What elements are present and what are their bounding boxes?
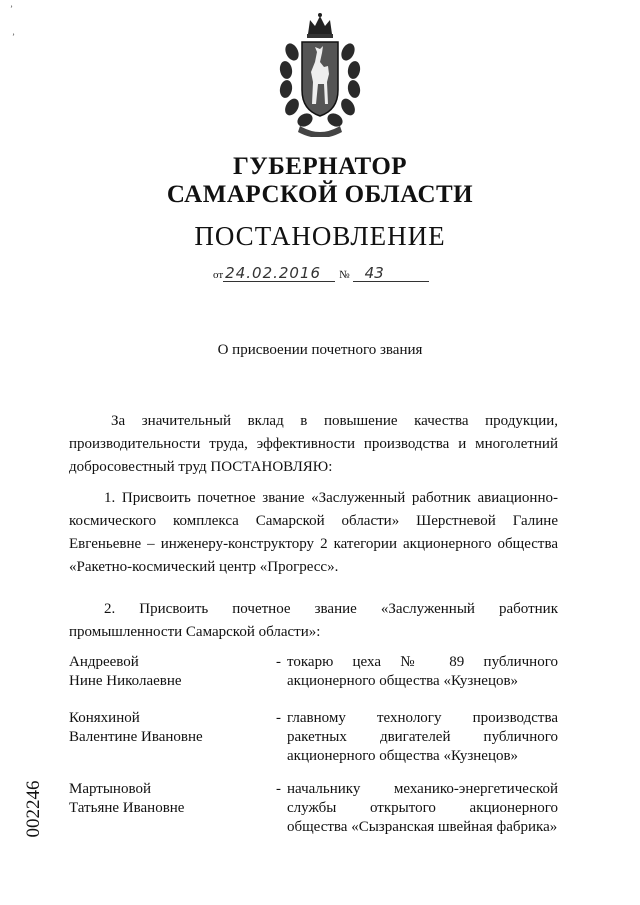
recipient-position: главному технологу производства ракетных двигателей публичного акционерного общества «Кузнецов»: [287, 710, 558, 764]
clause-1: 1. Присвоить почетное звание «Заслуженный работник авиационно-космического комплекса Самарской области» Шерстневой Галине Евгеньевне – инженеру-конструктору 2 категории акционерного общества «Ракетно-космический центр «Прогресс».: [69, 490, 558, 575]
scan-mark: ʼ: [10, 4, 13, 14]
authority-title-line1: ГУБЕРНАТОР: [232, 153, 408, 180]
scan-mark: ʼ: [12, 32, 15, 42]
clause-2: 2. Присвоить почетное звание «Заслуженный работник промышленности Самарской области»:: [69, 601, 558, 640]
recipient-name: Мартыновой Татьяне Ивановне: [69, 781, 185, 816]
recipient-position: токарю цеха № 89 публичного акционерного общества «Кузнецов»: [287, 654, 558, 689]
recipient-position: начальнику механико-энергетической службы открытого акционерного общества «Сызранская швейная фабрика»: [287, 781, 558, 835]
handwritten-date: 24.02.2016: [223, 266, 335, 282]
date-number-line: [213, 266, 429, 282]
recipient-name: Коняхиной Валентине Ивановне: [69, 710, 203, 745]
intro-paragraph: За значительный вклад в повышение качества продукции, производительности труда, эффективности производства и многолетний добросовестный труд ПОСТАНОВЛЯЮ:: [69, 413, 558, 475]
recipient-name: Андреевой Нине Николаевне: [69, 654, 182, 689]
separator-dash: -: [276, 781, 281, 797]
number-prefix: №: [339, 269, 350, 281]
handwritten-number: 43: [353, 266, 429, 282]
separator-dash: -: [276, 710, 281, 726]
authority-title-line2: САМАРСКОЙ ОБЛАСТИ: [166, 181, 474, 208]
date-prefix: от: [213, 269, 224, 281]
margin-stamp-number: 002246: [23, 780, 44, 838]
document-subject: О присвоении почетного звания: [217, 342, 423, 358]
separator-dash: -: [276, 654, 281, 670]
document-type: ПОСТАНОВЛЕНИЕ: [194, 221, 446, 251]
coat-of-arms-emblem: [270, 12, 370, 137]
